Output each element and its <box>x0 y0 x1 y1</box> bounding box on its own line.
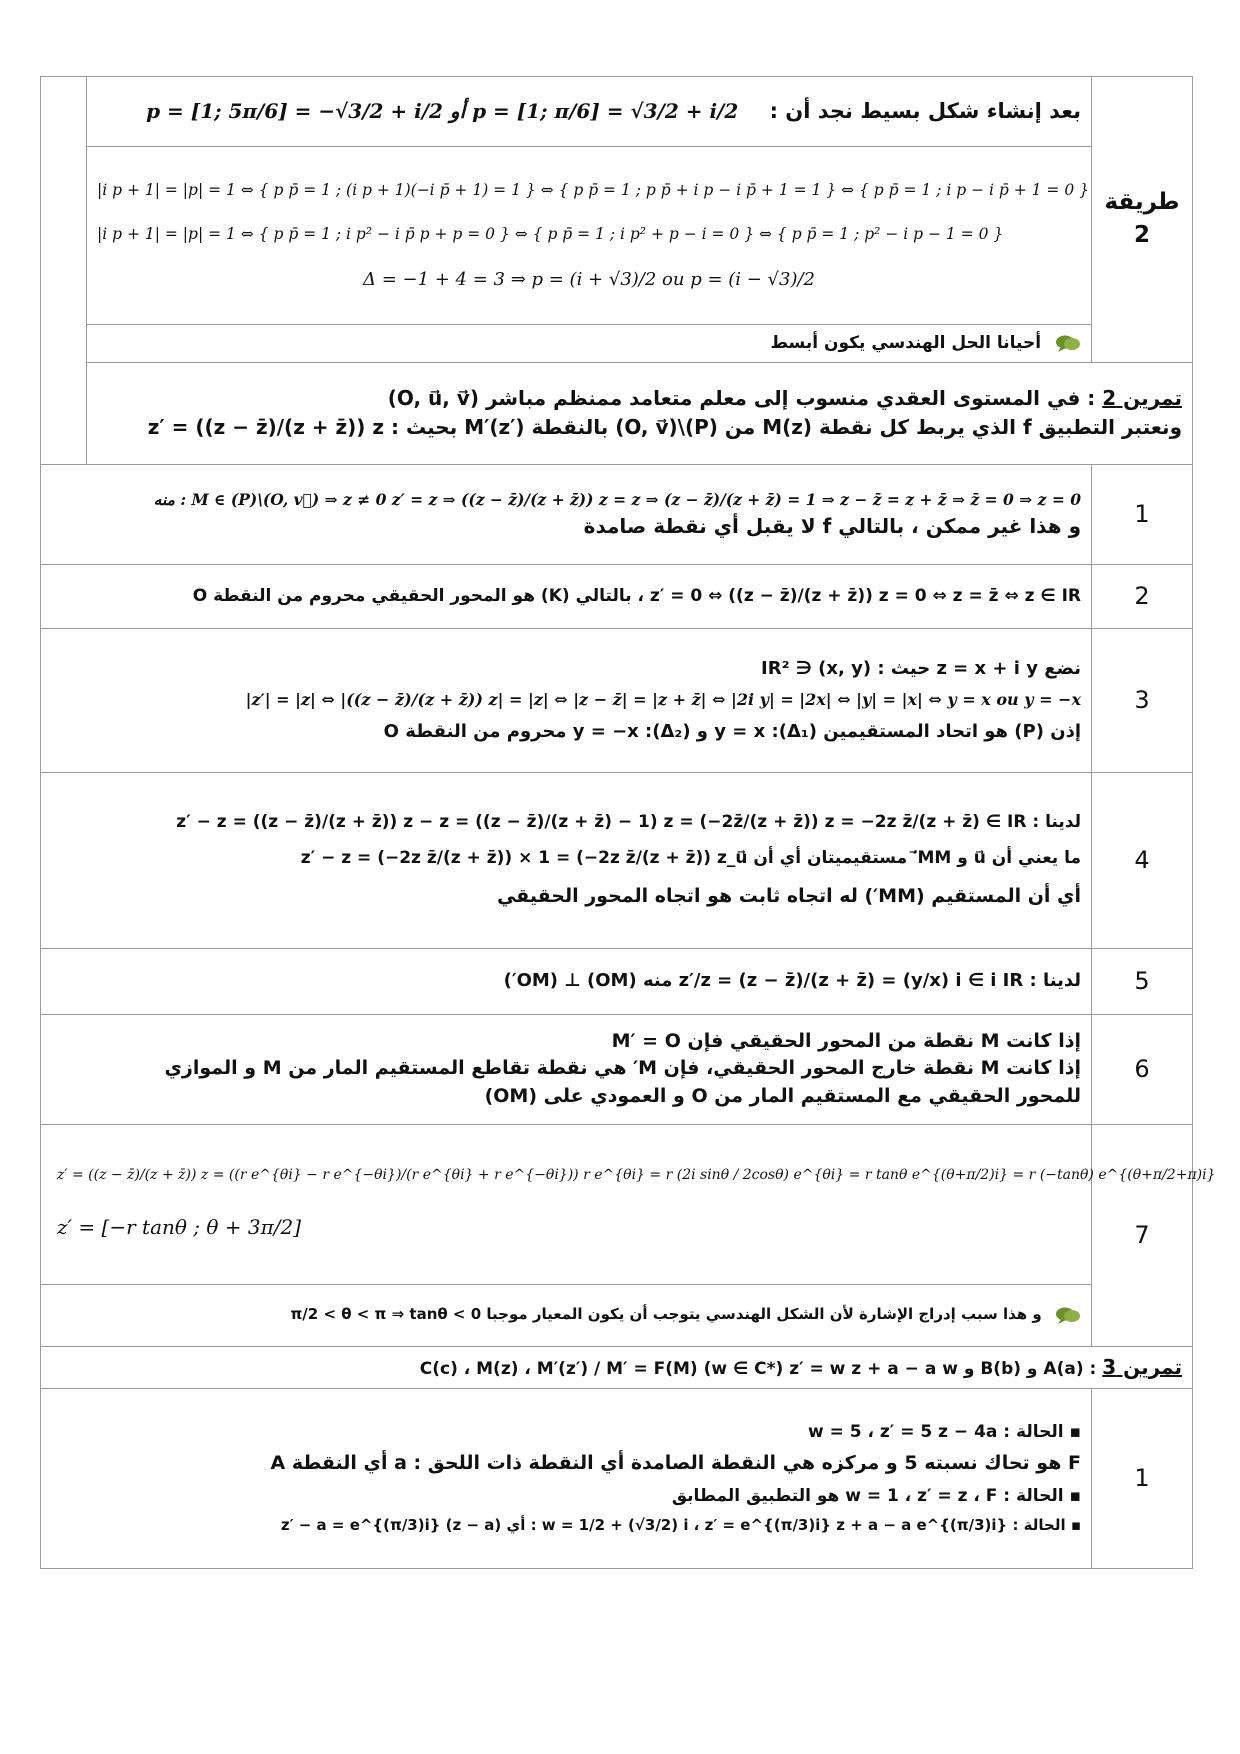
exercise2-item-4-number: 4 <box>1092 772 1193 948</box>
method2-eq-line-2: |i p + 1| = |p| = 1 ⇔ { p p̄ = 1 ; i p² − i p̄ p + p = 0 } ⇔ { p p̄ = 1 ; i p² + p − i = 0 } ⇔ { p p̄ = 1 ; p² − i p − 1 = 0 } <box>97 224 1004 243</box>
exercise2-item-2-number: 2 <box>1092 564 1193 628</box>
method2-eq-line-3: Δ = −1 + 4 = 3 ⇒ p = (i + √3)/2 ou p = (i − √3)/2 <box>362 268 816 290</box>
left-margin-cell <box>41 77 87 465</box>
exercise2-item-row-2 <box>41 564 1193 628</box>
method2-intro-text: بعد إنشاء شكل بسيط نجد أن : <box>769 99 1081 123</box>
exercise2-item-7-note-cell <box>41 1284 1092 1346</box>
exercise2-item-6-line-2: إذا كانت M نقطة خارج المحور الحقيقي، فإن M′ هي نقطة تقاطع المستقيم المار من M و الموازي <box>164 1057 1081 1080</box>
exercise2-item-row-1 <box>41 464 1193 564</box>
exercise2-item-5-number: 5 <box>1092 948 1193 1014</box>
exercise2-line-2: ونعتبر التطبيق f الذي يربط كل نقطة M(z) من (P)\(O, v⃗) بالنقطة M′(z′) بحيث : z′ = ((z − z̄)/(z + z̄)) z <box>147 415 1182 440</box>
method2-equations-cell <box>87 147 1092 325</box>
exercise2-item-4-line-1: لدينا : z′ − z = ((z − z̄)/(z + z̄)) z − z = ((z − z̄)/(z + z̄) − 1) z = (−2z̄/(z + z̄)) z = −2z z̄/(z + z̄) ∈ IR <box>176 811 1081 832</box>
method2-note-cell <box>87 325 1092 363</box>
solutions-table <box>40 76 1216 1569</box>
method2-eq-line-1: |i p + 1| = |p| = 1 ⇔ { p p̄ = 1 ; (i p + 1)(−i p̄ + 1) = 1 } ⇔ { p p̄ = 1 ; p p̄ + i p − i p̄ + 1 = 1 } ⇔ { p p̄ = 1 ; i p − i p̄ + 1 = 0 } <box>97 180 1089 199</box>
exercise2-item-7-note: و هذا سبب إدراج الإشارة لأن الشكل الهندسي يتوجب أن يكون المعيار موجبا π/2 < θ < π ⇒ tanθ < 0 <box>290 1305 1042 1324</box>
document-sheet <box>40 76 1216 1658</box>
method2-label-cell <box>1092 77 1193 363</box>
exercise2-item-1-number: 1 <box>1092 464 1193 564</box>
exercise3-item-1-line-4: ▪ الحالة : w = 1/2 + (√3/2) i ، z′ = e^{(π/3)i} z + a − a e^{(π/3)i} : أي z′ − a = e^{(π/3)i} (z − a) <box>280 1515 1081 1534</box>
exercise2-item-4-content <box>41 772 1092 948</box>
exercise2-item-3-line-3: إذن (P) هو اتحاد المستقيمين (Δ₁): y = x و (Δ₂): y = −x محروم من النقطة O <box>383 720 1081 742</box>
exercise2-item-3-content <box>41 628 1092 772</box>
exercise2-item-6-content <box>41 1014 1092 1124</box>
exercise3-title: تمرين 3 <box>1102 1354 1182 1379</box>
method2-note-row <box>41 325 1193 363</box>
exercise2-item-row-5 <box>41 948 1193 1014</box>
exercise2-item-7-number: 7 <box>1092 1124 1193 1346</box>
exercise3-item-1-number: 1 <box>1092 1388 1193 1568</box>
exercise2-item-2-content <box>41 564 1092 628</box>
exercise3-item-row-1 <box>41 1388 1193 1568</box>
exercise2-item-2-line-1: z′ = 0 ⇔ ((z − z̄)/(z + z̄)) z = 0 ⇔ z = z̄ ⇔ z ∈ IR ، بالتالي (K) هو المحور الحقيقي محروم من النقطة O <box>192 585 1081 606</box>
speech-bubble-icon <box>1055 334 1081 352</box>
exercise3-item-1-line-3: ▪ الحالة : w = 1 ، z′ = z ، F هو التطبيق المطابق <box>671 1486 1081 1507</box>
exercise3-header-cell <box>41 1346 1193 1388</box>
exercise2-intro: : في المستوى العقدي منسوب إلى معلم متعامد ممنظم مباشر (O, u⃗, v⃗) <box>387 386 1096 411</box>
speech-bubble-icon <box>1055 1306 1081 1324</box>
exercise3-header-row <box>41 1346 1193 1388</box>
exercise3-item-1-content <box>41 1388 1092 1568</box>
exercise2-item-6-line-1: إذا كانت M نقطة من المحور الحقيقي فإن M′ = O <box>611 1029 1081 1052</box>
exercise2-item-5-line-1: لدينا : z′/z = (z − z̄)/(z + z̄) = (y/x) i ∈ i IR منه (OM) ⊥ (OM′) <box>503 970 1081 992</box>
method2-label-word: طريقة <box>1104 188 1180 215</box>
method2-intro-row <box>41 77 1193 147</box>
exercise3-item-1-line-1: ▪ الحالة : w = 5 ، z′ = 5 z − 4a <box>807 1421 1081 1442</box>
exercise2-item-row-3 <box>41 628 1193 772</box>
exercise2-item-5-content <box>41 948 1092 1014</box>
exercise2-item-7-line-2: z′ = [−r tanθ ; θ + 3π/2] <box>57 1215 302 1240</box>
exercise2-header-row <box>41 362 1193 464</box>
exercise3-item-1-line-2: F هو تحاك نسبته 5 و مركزه هي النقطة الصامدة أي النقطة ذات اللحق : a أي النقطة A <box>270 1452 1081 1475</box>
exercise2-line-1 <box>97 384 1182 413</box>
method2-note-text: أحيانا الحل الهندسي يكون أبسط <box>770 333 1042 353</box>
exercise2-item-3-number: 3 <box>1092 628 1193 772</box>
exercise2-item-6-number: 6 <box>1092 1014 1193 1124</box>
method2-equations-row <box>41 147 1193 325</box>
exercise2-item-row-4 <box>41 772 1193 948</box>
exercise2-item-row-7 <box>41 1124 1193 1284</box>
method2-label-number: 2 <box>1133 222 1150 249</box>
exercise2-item-row-6 <box>41 1014 1193 1124</box>
exercise2-item-7-content <box>41 1124 1216 1284</box>
exercise2-item-3-line-2: |z′| = |z| ⇔ |((z − z̄)/(z + z̄)) z| = |z| ⇔ |z − z̄| = |z + z̄| ⇔ |2i y| = |2x| ⇔ |y| = |x| ⇔ y = x ou y = −x <box>245 689 1081 709</box>
method2-intro-cell <box>87 77 1092 147</box>
exercise2-header-cell <box>87 362 1193 464</box>
exercise2-item-3-line-1: نضع z = x + i y حيث : (x, y) ∈ IR² <box>761 657 1081 679</box>
method2-intro-math: p = [1; 5π/6] = −√3/2 + i/2 أو p = [1; π/6] = √3/2 + i/2 <box>146 99 739 123</box>
exercise2-item-1-line-1: منه : M ∈ (P)\(O, v⃗) ⇒ z ≠ 0 z′ = z ⇒ ((z − z̄)/(z + z̄)) z = z ⇒ (z − z̄)/(z + z̄) = 1 ⇒ z − z̄ = z + z̄ ⇒ z̄ = 0 ⇒ z = 0 <box>153 489 1081 509</box>
exercise2-item-7-note-row <box>41 1284 1193 1346</box>
exercise3-intro: : A(a) و B(b) و C(c) ، M(z) ، M′(z′) / M′ = F(M) (w ∈ C*) z′ = w z + a − a w <box>419 1358 1097 1379</box>
exercise2-item-6-line-3: للمحور الحقيقي مع المستقيم المار من O و العمودي على (OM) <box>484 1084 1081 1107</box>
exercise2-item-7-line-1: z′ = ((z − z̄)/(z + z̄)) z = ((r e^{θi} − r e^{−θi})/(r e^{θi} + r e^{−θi})) r e^{θi} = r (2i sinθ / 2cosθ) e^{θi} = r tanθ e^{(θ+π/2)i} = r (−tanθ) e^{(θ+π/2+π)i} <box>57 1166 1216 1183</box>
exercise2-item-4-line-3: أي أن المستقيم (MM′) له اتجاه ثابت هو اتجاه المحور الحقيقي <box>496 885 1081 907</box>
exercise2-item-1-line-2: و هذا غير ممكن ، بالتالي f لا يقبل أي نقطة صامدة <box>583 513 1081 538</box>
exercise2-title: تمرين 2 <box>1102 386 1182 411</box>
exercise2-item-4-line-2: ما يعني أن u⃗ و MM′⃗ مستقيميتان أي أن z′ − z = (−2z z̄/(z + z̄)) × 1 = (−2z z̄/(z + z̄)) z_u⃗ <box>300 848 1081 869</box>
exercise2-item-1-content <box>41 464 1092 564</box>
